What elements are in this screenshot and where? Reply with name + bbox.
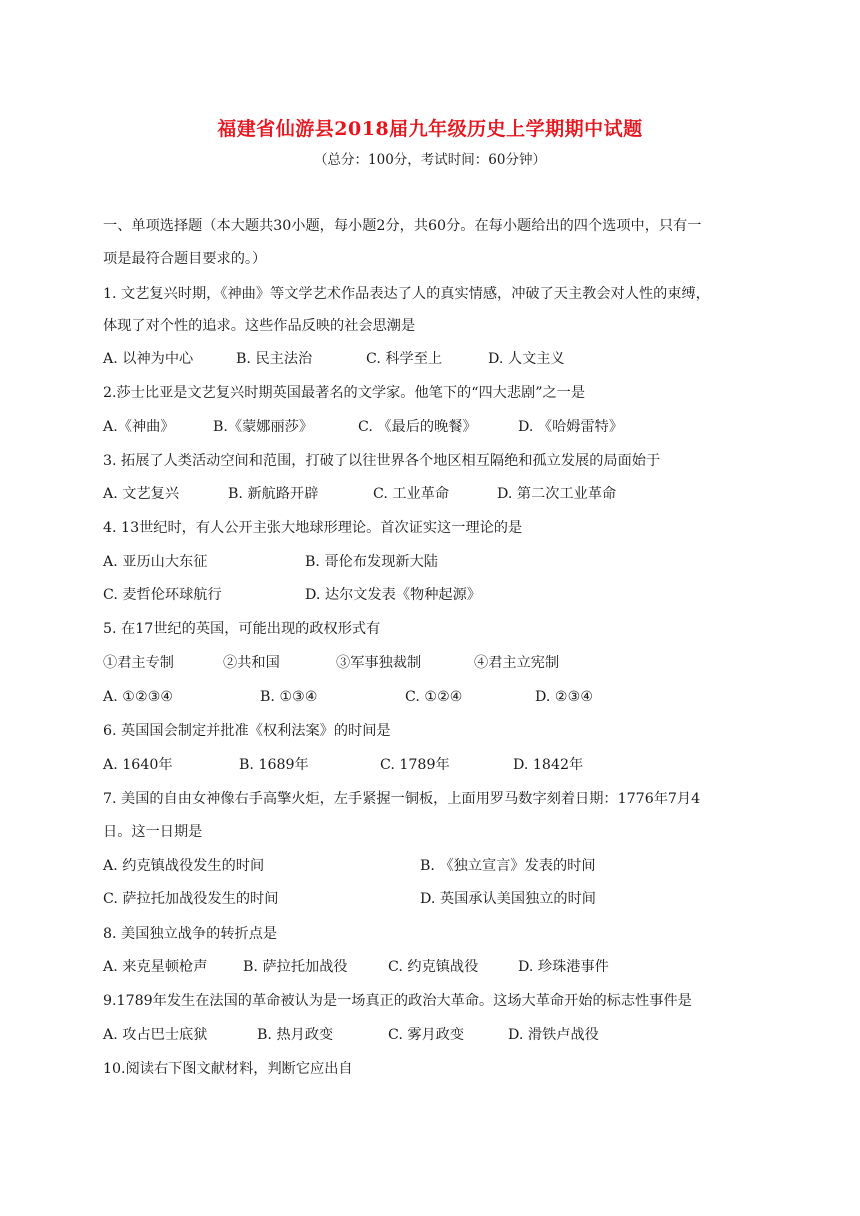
question-6-option-d[interactable]: D. 1842年	[513, 757, 584, 773]
question-8-option-c[interactable]: C. 约克镇战役	[388, 959, 479, 975]
question-4-option-c[interactable]: C. 麦哲伦环球航行	[103, 587, 222, 603]
question-8-option-a[interactable]: A. 来克星顿枪声	[103, 959, 208, 975]
question-5-item-1: ①君主专制	[103, 655, 174, 671]
question-5-option-c[interactable]: C. ①②④	[405, 689, 463, 705]
question-3-stem: 3. 拓展了人类活动空间和范围，打破了以往世界各个地区相互隔绝和孤立发展的局面始于	[103, 453, 661, 469]
question-1-option-b[interactable]: B. 民主法治	[236, 351, 313, 367]
question-8-option-d[interactable]: D. 珍珠港事件	[518, 959, 609, 975]
section-instructions-line1: 一、单项选择题（本大题共30小题，每小题2分，共60分。在每小题给出的四个选项中，只有一	[103, 218, 702, 234]
question-2-option-a[interactable]: A.《神曲》	[103, 419, 175, 435]
question-1-option-d[interactable]: D. 人文主义	[488, 351, 565, 367]
question-5-option-a[interactable]: A. ①②③④	[103, 689, 174, 705]
question-7-stem-line2: 日。这一日期是	[103, 824, 203, 840]
question-8-option-b[interactable]: B. 萨拉托加战役	[243, 959, 348, 975]
section-instructions-line2: 项是最符合题目要求的。）	[103, 251, 267, 267]
question-6-option-a[interactable]: A. 1640年	[103, 757, 173, 773]
question-7-stem-line1: 7. 美国的自由女神像右手高擎火炬，左手紧握一铜板，上面用罗马数字刻着日期：1776年7月4	[103, 791, 701, 807]
question-7-option-c[interactable]: C. 萨拉托加战役发生的时间	[103, 891, 279, 907]
question-2-stem: 2.莎士比亚是文艺复兴时期英国最著名的文学家。他笔下的“四大悲剧”之一是	[103, 385, 586, 401]
question-5-item-2: ②共和国	[223, 655, 280, 671]
question-3-option-c[interactable]: C. 工业革命	[373, 486, 450, 502]
question-3-option-b[interactable]: B. 新航路开辟	[228, 486, 319, 502]
question-4-option-d[interactable]: D. 达尔文发表《物种起源》	[305, 587, 481, 603]
question-2-option-d[interactable]: D. 《哈姆雷特》	[518, 419, 624, 435]
question-1-stem-line1: 1. 文艺复兴时期，《神曲》等文学艺术作品表达了人的真实情感，冲破了天主教会对人性的束缚，	[103, 286, 710, 302]
question-6-option-b[interactable]: B. 1689年	[239, 757, 309, 773]
question-3-option-a[interactable]: A. 文艺复兴	[103, 486, 180, 502]
question-5-option-b[interactable]: B. ①③④	[260, 689, 318, 705]
question-7-option-a[interactable]: A. 约克镇战役发生的时间	[103, 858, 265, 874]
question-9-option-b[interactable]: B. 热月政变	[257, 1027, 334, 1043]
question-1-option-a[interactable]: A. 以神为中心	[103, 351, 194, 367]
question-8-stem: 8. 美国独立战争的转折点是	[103, 926, 278, 942]
question-2-option-c[interactable]: C. 《最后的晚餐》	[358, 419, 477, 435]
question-2-option-b[interactable]: B.《蒙娜丽莎》	[213, 419, 314, 435]
question-5-item-3: ③军事独裁制	[336, 655, 422, 671]
question-4-option-a[interactable]: A. 亚历山大东征	[103, 554, 208, 570]
question-1-stem-line2: 体现了对个性的追求。这些作品反映的社会思潮是	[103, 318, 416, 334]
question-5-item-4: ④君主立宪制	[474, 655, 560, 671]
question-1-option-c[interactable]: C. 科学至上	[366, 351, 443, 367]
question-4-stem: 4. 13世纪时，有人公开主张大地球形理论。首次证实这一理论的是	[103, 520, 523, 536]
question-9-option-c[interactable]: C. 雾月政变	[388, 1027, 465, 1043]
question-10-stem: 10.阅读右下图文献材料，判断它应出自	[103, 1061, 353, 1077]
question-5-option-d[interactable]: D. ②③④	[535, 689, 594, 705]
question-5-stem: 5. 在17世纪的英国，可能出现的政权形式有	[103, 621, 381, 637]
question-4-option-b[interactable]: B. 哥伦布发现新大陆	[305, 554, 438, 570]
question-3-option-d[interactable]: D. 第二次工业革命	[497, 486, 617, 502]
question-9-stem: 9.1789年发生在法国的革命被认为是一场真正的政治大革命。这场大革命开始的标志性事件是	[103, 993, 692, 1009]
question-6-option-c[interactable]: C. 1789年	[380, 757, 450, 773]
question-7-option-d[interactable]: D. 英国承认美国独立的时间	[420, 891, 596, 907]
question-6-stem: 6. 英国国会制定并批准《权利法案》的时间是	[103, 723, 391, 739]
question-9-option-d[interactable]: D. 滑铁卢战役	[508, 1027, 599, 1043]
question-7-option-b[interactable]: B. 《独立宣言》发表的时间	[420, 858, 596, 874]
exam-title: 福建省仙游县2018届九年级历史上学期期中试题	[217, 118, 643, 140]
question-9-option-a[interactable]: A. 攻占巴士底狱	[103, 1027, 208, 1043]
exam-subtitle: （总分：100分，考试时间：60分钟）	[314, 152, 546, 168]
